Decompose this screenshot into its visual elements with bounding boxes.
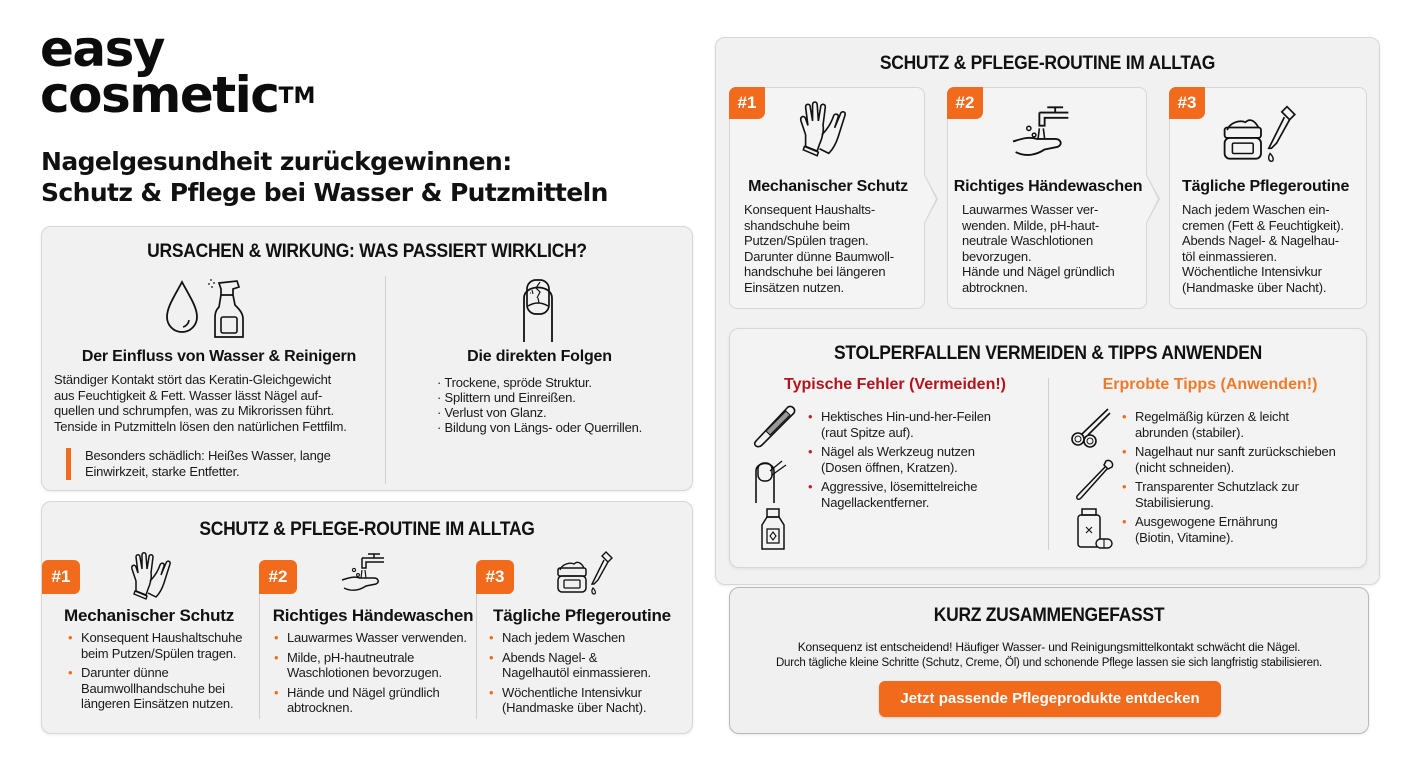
discover-products-button[interactable]: Jetzt passende Pflegeprodukte entdecken [879, 681, 1221, 717]
card-2-text: Lauwarmes Wasser ver- wenden. Milde, pH-haut- neutrale Waschlotionen bevorzugen. Hände und Nägel gründlich abtrocknen. [962, 202, 1115, 295]
warning-note: Besonders schädlich: Heißes Wasser, lange Einwirkzeit, starke Entfetter. [66, 448, 366, 480]
step-3-bullets [489, 630, 689, 720]
step-badge-3: #3 [1169, 87, 1205, 119]
trademark-symbol: TM [278, 84, 316, 109]
causes-panel [41, 226, 693, 491]
list-item: • Milde, pH-hautneutrale Waschlotionen bevorzugen. [274, 650, 484, 681]
routine-panel-right [715, 37, 1380, 585]
causes-left-text: Ständiger Kontakt stört das Keratin-Gleichgewicht aus Feuchtigkeit & Fett. Wasser lässt Nägel auf- quellen und schrumpfen, was zu Mikrorissen führt. Tenside in Putzmitteln lösen den natürlichen Fettfilm. [54, 372, 347, 434]
list-item: • Darunter dünne Baumwollhandschuhe bei längeren Einsätzen nutzen. [68, 665, 268, 712]
scissors-icon [1068, 405, 1112, 449]
list-item: · Splittern und Einreißen. [437, 390, 642, 405]
list-item: · Bildung von Längs- oder Querrillen. [437, 420, 642, 435]
cuticle-pusher-icon [1072, 457, 1116, 503]
brand-logo [40, 20, 316, 124]
summary-text-line-2: Durch tägliche kleine Schritte (Schutz, Creme, Öl) und schonende Pflege lassen sie sich langfristig stabilisieren. [775, 657, 1323, 669]
causes-left-heading: Der Einfluss von Wasser & Reinigern [81, 348, 357, 365]
routine-left-title: SCHUTZ & PFLEGE-ROUTINE IM ALLTAG [199, 519, 535, 540]
card-3-text: Nach jedem Waschen ein- cremen (Fett & Feuchtigkeit). Abends Nagel- & Nagelhau- töl einmassieren. Wöchentliche Intensivkur (Handmaske über Nacht). [1182, 202, 1344, 295]
consequences-list [437, 375, 642, 435]
step-divider-1 [259, 584, 260, 719]
cream-jar-dropper-icon [1222, 104, 1300, 164]
step-badge-2: #2 [259, 560, 297, 594]
spray-bottle-icon [207, 275, 249, 341]
list-item: • Ausgewogene Ernährung (Biotin, Vitamine). [1122, 514, 1367, 545]
mistakes-list [808, 409, 1038, 514]
list-item: • Nägel als Werkzeug nutzen (Dosen öffnen, Kratzen). [808, 444, 1038, 475]
gloves-icon [130, 551, 172, 601]
routine-card-1 [729, 87, 925, 309]
page-title: Nagelgesundheit zurückgewinnen: Schutz & Pflege bei Wasser & Putzmitteln [41, 147, 608, 207]
card-1-text: Konsequent Haushalts- shandschuhe beim Putzen/Spülen tragen. Darunter dünne Baumwoll- handschuhe bei längeren Einsätzen nutzen. [744, 202, 894, 295]
finger-scratching-icon [752, 453, 788, 503]
mistakes-heading: Typische Fehler (Vermeiden!) [784, 376, 1006, 393]
step-2-heading: Richtiges Händewaschen [272, 606, 474, 625]
step-1-bullets [68, 630, 268, 716]
card-3-heading: Tägliche Pflegeroutine [1182, 178, 1350, 195]
list-item: · Verlust von Glanz. [437, 405, 642, 420]
step-badge-1: #1 [729, 87, 765, 119]
summary-title: KURZ ZUSAMMENGEFASST [933, 605, 1165, 626]
gloves-icon [798, 100, 848, 158]
routine-panel-left [41, 501, 693, 734]
list-item: • Konsequent Haushaltschuhe beim Putzen/Spülen tragen. [68, 630, 268, 661]
nail-file-icon [750, 403, 798, 451]
step-2-bullets [274, 630, 484, 720]
handwashing-icon [340, 550, 388, 594]
water-drop-icon [164, 279, 200, 335]
step-badge-2: #2 [947, 87, 983, 119]
pitfalls-title: STOLPERFALLEN VERMEIDEN & TIPPS ANWENDEN [834, 343, 1262, 364]
list-item: • Aggressive, lösemittelreiche Nagellackentferner. [808, 479, 1038, 510]
causes-right-heading: Die direkten Folgen [467, 348, 612, 365]
step-1-heading: Mechanischer Schutz [63, 606, 235, 625]
nail-polish-remover-icon [758, 507, 788, 551]
list-item: • Lauwarmes Wasser verwenden. [274, 630, 484, 646]
step-3-heading: Tägliche Pflegeroutine [493, 606, 671, 625]
tips-heading: Erprobte Tipps (Anwenden!) [1102, 376, 1318, 393]
summary-text-line-1: Konsequenz ist entscheidend! Häufiger Wasser- und Reinigungsmittelkontakt schwächt die Nägel. [797, 640, 1301, 654]
causes-title: URSACHEN & WIRKUNG: WAS PASSIERT WIRKLICH? [147, 241, 587, 262]
list-item: • Abends Nagel- & Nagelhautöl einmassieren. [489, 650, 689, 681]
list-item: • Hände und Nägel gründlich abtrocknen. [274, 685, 484, 716]
routine-right-title: SCHUTZ & PFLEGE-ROUTINE IM ALLTAG [879, 53, 1216, 74]
card-1-heading: Mechanischer Schutz [748, 178, 908, 195]
list-item: · Trockene, spröde Struktur. [437, 375, 642, 390]
step-badge-1: #1 [42, 560, 80, 594]
list-item: • Regelmäßig kürzen & leicht abrunden (stabiler). [1122, 409, 1367, 440]
step-divider-2 [476, 584, 477, 719]
tips-list [1122, 409, 1367, 549]
vitamin-bottle-icon [1074, 507, 1114, 551]
list-item: • Nagelhaut nur sanft zurückschieben (nicht schneiden). [1122, 444, 1367, 475]
brand-line-1: easy [40, 20, 165, 78]
handwashing-icon [1010, 102, 1074, 160]
brand-line-2: cosmetic™ [40, 66, 316, 124]
chevron-right-icon-fill [1146, 175, 1158, 223]
chevron-right-icon-fill [924, 175, 936, 223]
list-item: • Nach jedem Waschen [489, 630, 689, 646]
list-item: • Transparenter Schutzlack zur Stabilisierung. [1122, 479, 1367, 510]
cracked-nail-icon [518, 276, 558, 342]
summary-panel [729, 587, 1369, 734]
routine-card-3 [1169, 87, 1367, 309]
card-2-heading: Richtiges Händewaschen [953, 178, 1143, 195]
pitfalls-divider [1048, 378, 1049, 550]
list-item: • Hektisches Hin-und-her-Feilen (raut Spitze auf). [808, 409, 1038, 440]
step-badge-3: #3 [476, 560, 514, 594]
causes-divider [385, 276, 386, 484]
pitfalls-panel [729, 328, 1367, 568]
list-item: • Wöchentliche Intensivkur (Handmaske über Nacht). [489, 685, 689, 716]
routine-card-2 [947, 87, 1147, 309]
cream-jar-dropper-icon [556, 550, 616, 596]
